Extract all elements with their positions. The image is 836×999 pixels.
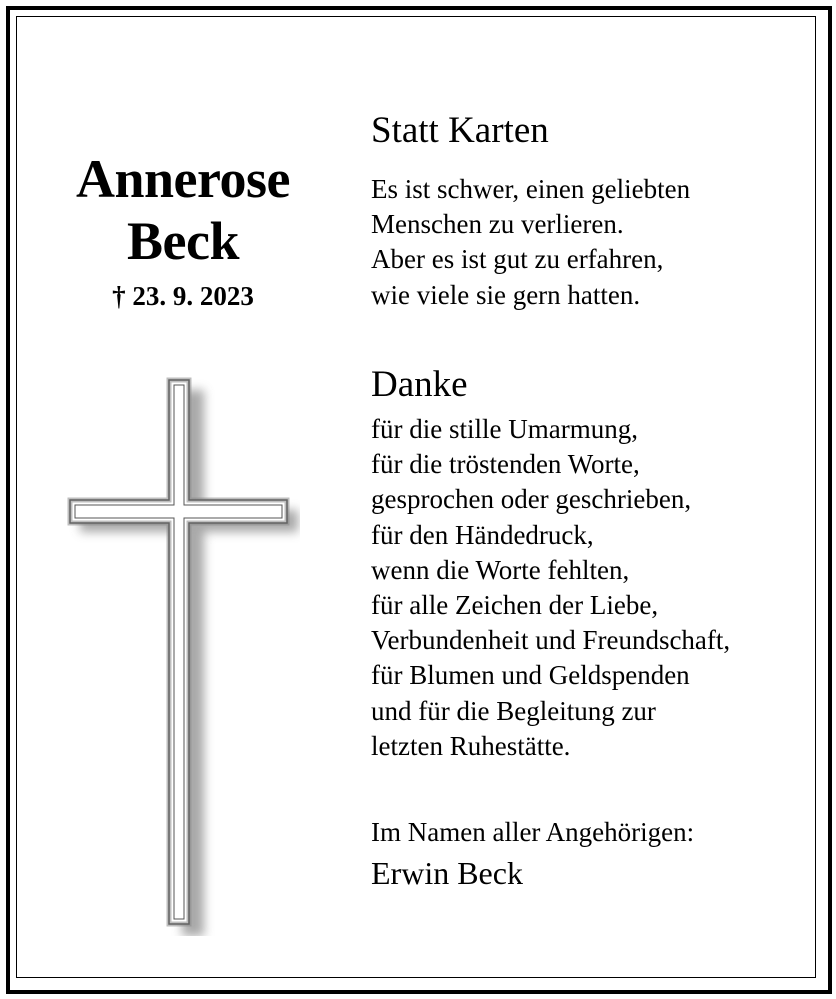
text-line: gesprochen oder geschrieben, [371, 484, 692, 515]
text-line: wie viele sie gern hatten. [371, 279, 641, 310]
text-line: Aber es ist gut zu erfahren, [371, 244, 664, 275]
text-line: für den Händedruck, [371, 519, 594, 550]
text-line: wenn die Worte fehlten, [371, 554, 630, 585]
text-line: und für die Begleitung zur [371, 695, 656, 726]
text-line: Es ist schwer, einen geliebten [371, 174, 691, 204]
thanks-text [371, 412, 730, 764]
text-line: für die tröstenden Worte, [371, 449, 640, 480]
text-line: für die stille Umarmung, [371, 414, 638, 444]
heading-danke: Danke [371, 364, 468, 405]
death-date: † 23. 9. 2023 [112, 281, 254, 311]
text-line: für Blumen und Geldspenden [371, 660, 690, 691]
signature-intro: Im Namen aller Angehörigen: [371, 817, 695, 847]
condolence-text [371, 172, 690, 313]
cross-icon [64, 376, 300, 936]
text-line: Menschen zu verlieren. [371, 209, 624, 240]
text-line: letzten Ruhestätte. [371, 730, 571, 761]
text-line: Verbundenheit und Freundschaft, [371, 625, 731, 656]
signature-name: Erwin Beck [371, 855, 523, 891]
heading-statt-karten: Statt Karten [371, 110, 549, 151]
text-line: für alle Zeichen der Liebe, [371, 589, 659, 620]
deceased-first-name: Annerose [75, 149, 290, 209]
deceased-last-name: Beck [127, 211, 239, 271]
